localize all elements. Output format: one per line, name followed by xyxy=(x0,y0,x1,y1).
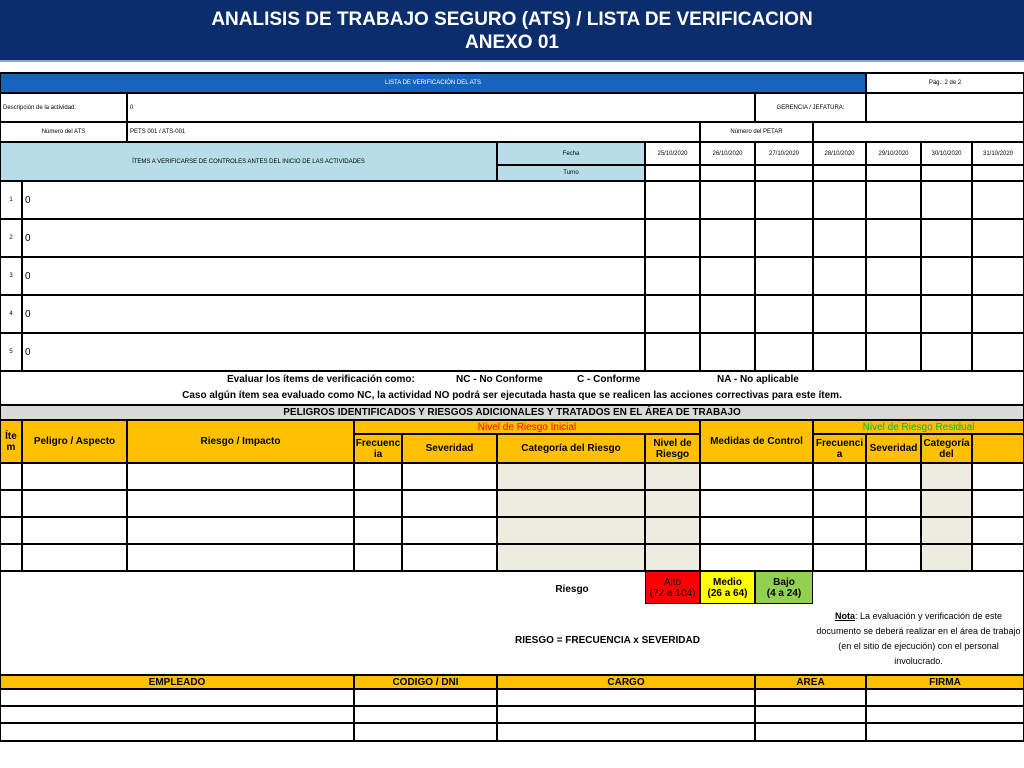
page-number: Pág.: 2 de 2 xyxy=(866,73,1024,93)
shift-cell[interactable] xyxy=(700,165,755,181)
check-cell[interactable] xyxy=(972,181,1024,219)
hazard-cell[interactable] xyxy=(0,517,22,544)
signature-cell[interactable] xyxy=(354,689,497,706)
risk-low-label: Bajo xyxy=(773,576,795,588)
col-severity-residual: Severidad xyxy=(866,434,921,463)
signature-cell[interactable] xyxy=(354,706,497,723)
signature-cell[interactable] xyxy=(866,689,1024,706)
shift-cell[interactable] xyxy=(813,165,866,181)
check-cell[interactable] xyxy=(645,219,700,257)
hazard-cell[interactable] xyxy=(127,490,354,517)
signature-cell[interactable] xyxy=(755,689,866,706)
residual-risk-level-header: Nivel de Riesgo Residual xyxy=(813,420,1024,434)
check-cell[interactable] xyxy=(813,295,866,333)
col-item: Íte m xyxy=(0,420,22,463)
check-cell[interactable] xyxy=(866,333,921,371)
management-label: GERENCIA / JEFATURA: xyxy=(755,93,866,122)
check-cell[interactable] xyxy=(866,219,921,257)
check-cell[interactable] xyxy=(645,295,700,333)
date-cell: 31/10/2020 xyxy=(972,142,1024,165)
risk-high-badge xyxy=(645,571,700,604)
checklist-header: LISTA DE VERIFICACIÓN DEL ATS xyxy=(0,73,866,93)
check-cell[interactable] xyxy=(813,219,866,257)
hazard-cell[interactable] xyxy=(22,517,127,544)
col-signature: FIRMA xyxy=(866,675,1024,689)
check-cell[interactable] xyxy=(921,181,972,219)
activity-label: Descripción de la actividad: xyxy=(0,93,127,122)
hazard-cell xyxy=(645,517,700,544)
check-cell[interactable] xyxy=(755,333,813,371)
title-line-1: ANALISIS DE TRABAJO SEGURO (ATS) / LISTA DE VERIFICACION xyxy=(211,9,813,30)
hazard-cell[interactable] xyxy=(402,463,497,490)
signature-cell[interactable] xyxy=(354,723,497,741)
management-value[interactable] xyxy=(866,93,1024,122)
col-blank-residual xyxy=(972,434,1024,463)
hazard-cell[interactable] xyxy=(813,544,866,571)
check-cell[interactable] xyxy=(972,257,1024,295)
checklist-sheet xyxy=(0,72,1024,742)
check-cell[interactable] xyxy=(813,181,866,219)
check-cell[interactable] xyxy=(972,295,1024,333)
hazard-cell xyxy=(645,490,700,517)
evaluation-instructions xyxy=(0,371,1024,405)
risk-label: Riesgo xyxy=(555,583,589,595)
risk-medium-label: Medio xyxy=(713,576,742,588)
shift-cell[interactable] xyxy=(645,165,700,181)
hazard-cell[interactable] xyxy=(700,517,813,544)
check-cell[interactable] xyxy=(700,181,755,219)
item-number: 2 xyxy=(0,219,22,257)
initial-risk-level-header: Nivel de Riesgo Inicial xyxy=(354,420,700,434)
date-label: Fecha xyxy=(497,142,645,165)
check-cell[interactable] xyxy=(645,181,700,219)
item-number: 3 xyxy=(0,257,22,295)
item-number: 5 xyxy=(0,333,22,371)
hazard-cell[interactable] xyxy=(700,544,813,571)
check-cell[interactable] xyxy=(972,219,1024,257)
hazard-cell[interactable] xyxy=(402,490,497,517)
hazard-cell xyxy=(921,517,972,544)
item-text: 0 xyxy=(22,257,645,295)
hazard-cell xyxy=(497,544,645,571)
col-severity: Severidad xyxy=(402,434,497,463)
col-control-measures: Medidas de Control xyxy=(700,420,813,463)
risk-high-range: (72 a 104) xyxy=(649,587,696,599)
hazards-section-title: PELIGROS IDENTIFICADOS Y RIESGOS ADICIONALES Y TRATADOS EN EL ÁREA DE TRABAJO xyxy=(0,405,1024,420)
hazard-cell xyxy=(497,463,645,490)
hazard-cell[interactable] xyxy=(813,490,866,517)
risk-medium-range: (26 a 64) xyxy=(707,587,748,599)
check-cell[interactable] xyxy=(813,333,866,371)
signature-cell[interactable] xyxy=(866,706,1024,723)
hazard-cell[interactable] xyxy=(402,517,497,544)
hazard-cell[interactable] xyxy=(354,463,402,490)
item-text: 0 xyxy=(22,295,645,333)
item-number: 1 xyxy=(0,181,22,219)
col-risk: Riesgo / Impacto xyxy=(127,420,354,463)
col-area: AREA xyxy=(755,675,866,689)
signature-cell[interactable] xyxy=(0,689,354,706)
col-category-residual: Categoría del xyxy=(921,434,972,463)
item-text: 0 xyxy=(22,333,645,371)
shift-label: Turno xyxy=(497,165,645,181)
risk-high-label: Alto xyxy=(663,576,682,588)
hazard-cell xyxy=(497,490,645,517)
check-cell[interactable] xyxy=(645,257,700,295)
hazard-cell[interactable] xyxy=(127,463,354,490)
check-cell[interactable] xyxy=(813,257,866,295)
hazard-cell[interactable] xyxy=(22,544,127,571)
hazard-cell[interactable] xyxy=(0,463,22,490)
note-title: Nota xyxy=(834,611,855,621)
hazard-cell[interactable] xyxy=(127,544,354,571)
hazard-cell[interactable] xyxy=(866,544,921,571)
date-cell: 26/10/2020 xyxy=(700,142,755,165)
ats-number-label: Número del ATS xyxy=(0,122,127,142)
hazard-cell[interactable] xyxy=(402,544,497,571)
items-header: ÍTEMS A VERIFICARSE DE CONTROLES ANTES DEL INICIO DE LAS ACTIVIDADES xyxy=(0,142,497,181)
hazard-cell[interactable] xyxy=(972,544,1024,571)
date-cell: 28/10/2020 xyxy=(813,142,866,165)
shift-cell[interactable] xyxy=(921,165,972,181)
date-cell: 27/10/2020 xyxy=(755,142,813,165)
check-cell[interactable] xyxy=(866,181,921,219)
item-text: 0 xyxy=(22,219,645,257)
col-risk-category: Categoría del Riesgo xyxy=(497,434,645,463)
signature-cell[interactable] xyxy=(0,706,354,723)
hazard-cell[interactable] xyxy=(22,463,127,490)
shift-cell[interactable] xyxy=(755,165,813,181)
check-cell[interactable] xyxy=(755,257,813,295)
hazard-cell xyxy=(921,490,972,517)
signature-cell[interactable] xyxy=(755,706,866,723)
evaluation-note-box xyxy=(813,609,1024,673)
shift-cell[interactable] xyxy=(866,165,921,181)
evaluation-na: NA - No aplicable xyxy=(717,374,799,385)
check-cell[interactable] xyxy=(700,295,755,333)
check-cell[interactable] xyxy=(921,295,972,333)
shift-cell[interactable] xyxy=(972,165,1024,181)
hazard-cell[interactable] xyxy=(813,463,866,490)
signature-cell[interactable] xyxy=(866,723,1024,741)
check-cell[interactable] xyxy=(700,333,755,371)
hazard-cell[interactable] xyxy=(700,463,813,490)
ats-number-value[interactable]: PETS 001 / ATS-001 xyxy=(127,122,700,142)
check-cell[interactable] xyxy=(972,333,1024,371)
risk-low-badge xyxy=(755,571,813,604)
hazard-cell xyxy=(921,463,972,490)
check-cell[interactable] xyxy=(700,257,755,295)
hazard-cell xyxy=(645,544,700,571)
petar-number-label: Número del PETAR xyxy=(700,122,813,142)
item-number: 4 xyxy=(0,295,22,333)
check-cell[interactable] xyxy=(755,295,813,333)
col-frequency-residual: Frecuenci a xyxy=(813,434,866,463)
signature-cell[interactable] xyxy=(0,723,354,741)
hazard-cell[interactable] xyxy=(972,490,1024,517)
hazard-cell[interactable] xyxy=(22,490,127,517)
hazard-cell[interactable] xyxy=(866,490,921,517)
hazard-cell[interactable] xyxy=(354,490,402,517)
col-position: CARGO xyxy=(497,675,755,689)
signature-cell[interactable] xyxy=(497,723,755,741)
evaluation-c: C - Conforme xyxy=(577,374,641,385)
activity-value[interactable]: 0 xyxy=(127,93,755,122)
note-text: : La evaluación y verificación de este documento se deberá realizar en el área de trabajo (en el sitio de ejecución) con el personal involucrado. xyxy=(816,611,1021,666)
signature-cell[interactable] xyxy=(497,706,755,723)
document-title-banner xyxy=(0,0,1024,62)
check-cell[interactable] xyxy=(921,333,972,371)
check-cell[interactable] xyxy=(755,181,813,219)
hazard-cell xyxy=(497,517,645,544)
hazard-cell[interactable] xyxy=(127,517,354,544)
petar-number-value[interactable] xyxy=(813,122,1024,142)
check-cell[interactable] xyxy=(866,257,921,295)
col-frequency: Frecuenc ia xyxy=(354,434,402,463)
title-line-2: ANEXO 01 xyxy=(465,32,559,53)
hazard-cell[interactable] xyxy=(866,517,921,544)
hazard-cell[interactable] xyxy=(972,517,1024,544)
hazard-cell xyxy=(645,463,700,490)
item-text: 0 xyxy=(22,181,645,219)
check-cell[interactable] xyxy=(921,257,972,295)
risk-medium-badge xyxy=(700,571,755,604)
hazard-cell[interactable] xyxy=(354,517,402,544)
check-cell[interactable] xyxy=(866,295,921,333)
hazard-cell xyxy=(921,544,972,571)
hazard-cell[interactable] xyxy=(0,544,22,571)
date-cell: 25/10/2020 xyxy=(645,142,700,165)
signature-cell[interactable] xyxy=(755,723,866,741)
hazard-cell[interactable] xyxy=(0,490,22,517)
evaluation-note: Caso algún ítem sea evaluado como NC, la actividad NO podrá ser ejecutada hasta que se realicen las acciones correctivas para este ítem. xyxy=(182,390,842,401)
hazard-cell[interactable] xyxy=(700,490,813,517)
evaluation-nc: NC - No Conforme xyxy=(456,374,543,385)
date-cell: 29/10/2020 xyxy=(866,142,921,165)
signature-cell[interactable] xyxy=(497,689,755,706)
check-cell[interactable] xyxy=(645,333,700,371)
date-cell: 30/10/2020 xyxy=(921,142,972,165)
risk-low-range: (4 a 24) xyxy=(766,587,802,599)
hazard-cell[interactable] xyxy=(813,517,866,544)
check-cell[interactable] xyxy=(921,219,972,257)
check-cell[interactable] xyxy=(700,219,755,257)
check-cell[interactable] xyxy=(755,219,813,257)
hazard-cell[interactable] xyxy=(866,463,921,490)
hazard-cell[interactable] xyxy=(354,544,402,571)
col-employee: EMPLEADO xyxy=(0,675,354,689)
col-hazard: Peligro / Aspecto xyxy=(22,420,127,463)
col-id-code: CODIGO / DNI xyxy=(354,675,497,689)
risk-formula: RIESGO = FRECUENCIA x SEVERIDAD xyxy=(515,634,700,646)
evaluation-prefix: Evaluar los ítems de verificación como: xyxy=(227,374,415,385)
col-risk-level: Nivel de Riesgo xyxy=(645,434,700,463)
hazard-cell[interactable] xyxy=(972,463,1024,490)
